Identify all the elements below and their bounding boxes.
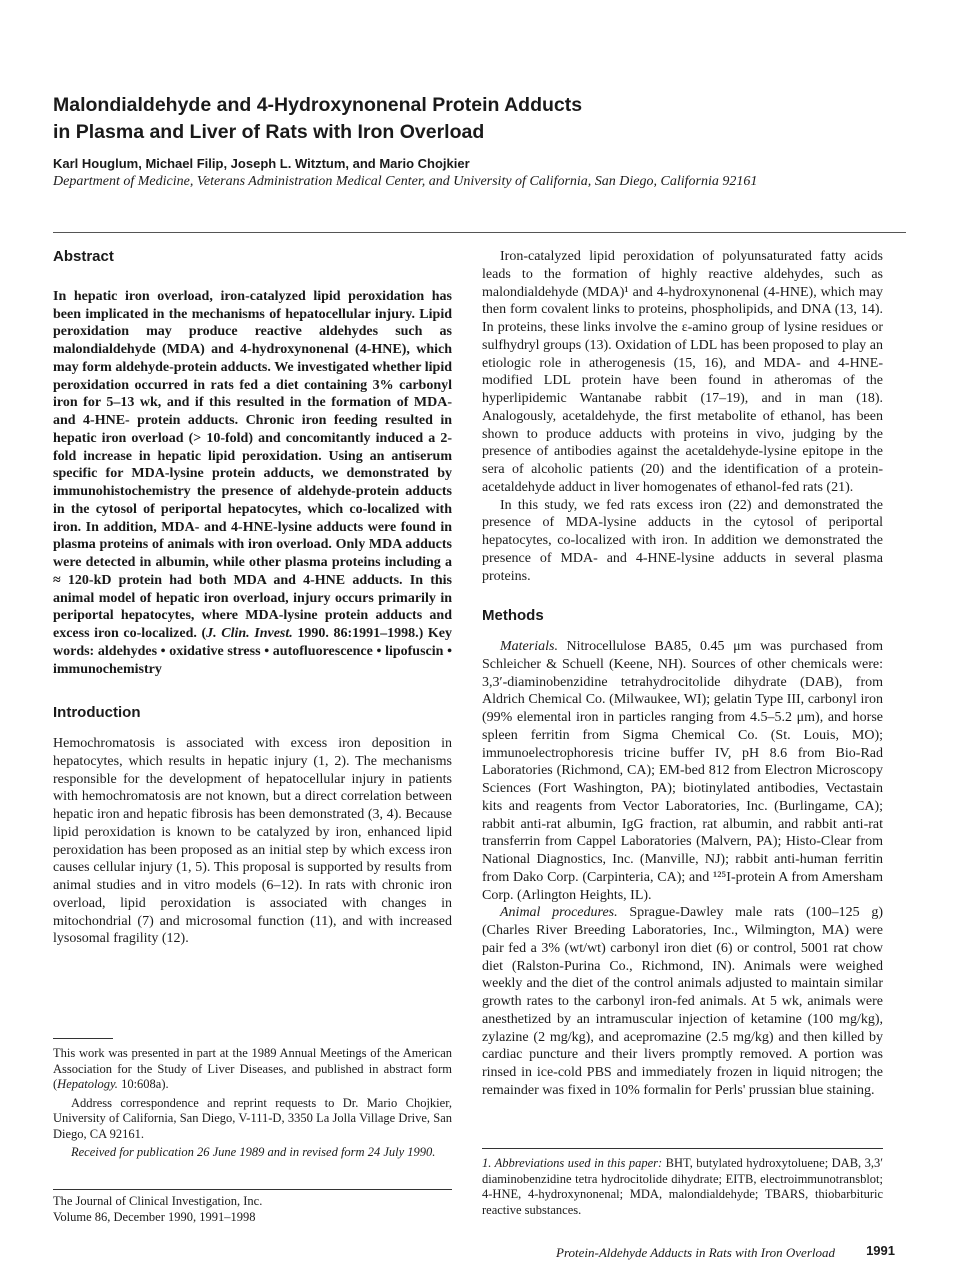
abstract-citation-rest: 1990. 86:1991–1998.) Key words: aldehydes • oxidative stress • autofluorescence • lipofuscin • immunochemistry xyxy=(53,626,453,677)
abstract-citation-journal: J. Clin. Invest. xyxy=(206,626,293,641)
journal-info xyxy=(53,1194,452,1225)
running-title: Protein-Aldehyde Adducts in Rats with Iron Overload xyxy=(556,1245,835,1260)
title-line-1: Malondialdehyde and 4-Hydroxynonenal Protein Adducts xyxy=(53,94,583,116)
left-column xyxy=(53,248,452,948)
footnote-presentation-text: This work was presented in part at the 1989 Annual Meetings of the American Association for the Study of Liver Diseases, and published in abstract form ( xyxy=(53,1046,452,1091)
affiliation: Department of Medicine, Veterans Administration Medical Center, and University of California, San Diego, California 92161 xyxy=(53,174,758,189)
intro-paragraph-2: Iron-catalyzed lipid peroxidation of polyunsaturated fatty acids leads to the formation of highly reactive aldehydes, such as malondialdehyde (MDA)¹ and 4-hydroxynonenal (4-HNE), which may then form covalent links to proteins, phospholipids, and DNA (13, 14). In proteins, these links involve the ε-amino group of lysine residues or sulfhydryl groups (13). Oxidation of LDL has been proposed to play an etiologic role in atherogenesis (15, 16), and MDA- and 4-HNE-modified LDL protein have been found in atheromas of the hyperlipidemic Wantanabe rabbit (17–19), and in man (18). Analogously, acetaldehyde, the first metabolite of ethanol, has been shown to produce adducts with proteins in vivo, judging by the presence of antibodies against the acetaldehyde-lysine epitope in the sera of alcoholic patients (20) and the identification of a protein-acetaldehyde adduct in liver homogenates of ethanol-fed rats (21). xyxy=(482,249,883,495)
abbreviations-label: 1. Abbreviations used in this paper: xyxy=(482,1156,663,1170)
abbreviations-divider xyxy=(482,1148,883,1149)
materials-text: Nitrocellulose BA85, 0.45 μm was purchased from Schleicher & Schuell (Keene, NH). Sources of other chemicals were: 3,3′-diaminobenzidine tetrahydrocitolide dihydrate (DAB), from Aldrich Chemical Co. (Milwaukee, WI); gelatin Type III, carbonyl iron (99% elemental iron in particles ranging from 4.5–5.2 μm), and horse spleen ferritin from Sigma Chemical Co. (St. Louis, MO); immunoelectrophoresis tricine buffer IV, pH 8.6 from Bio-Rad Laboratories (Richmond, CA); EM-bed 812 from Electron Microscopy Sciences (Fort Washington, PA); biotinylated antibodies, Vectastain kits and reagents from Vector Laboratories, Inc. (Burlingame, CA); rabbit anti-rat albumin, IgG fraction, rat albumin, and rabbit anti-rat transferrin from Cappel Laboratories (Malvern, PA); Histo-Clear from National Diagnostics, Inc. (Manville, NJ); rabbit anti-human ferritin from Dako Corp. (Carpinteria, CA); and ¹²⁵I-protein A from Amersham Corp. (Arlington Heights, IL). xyxy=(482,639,883,903)
materials-label: Materials. xyxy=(500,639,558,654)
footnote-presentation-rest: 10:608a). xyxy=(117,1077,169,1091)
abstract-heading: Abstract xyxy=(53,248,114,265)
footnote-presentation-journal: Hepatology. xyxy=(57,1077,118,1091)
materials-paragraph xyxy=(482,638,883,904)
abbreviations-text: BHT, butylated hydroxytoluene; DAB, 3,3′ diaminobenzidine tetra hydrocitolide dihydrate; EITB, electroimmunotransblot; 4-HNE, 4-hydroxynonenal; MDA, malondialdehyde; TBARS, thiobarbituric reactive substances. xyxy=(482,1156,883,1217)
journal-name: The Journal of Clinical Investigation, Inc. xyxy=(53,1194,263,1208)
animal-procedures-paragraph xyxy=(482,904,883,1099)
title-line-2: in Plasma and Liver of Rats with Iron Overload xyxy=(53,121,485,143)
footnotes xyxy=(53,1046,452,1164)
footnote-presentation xyxy=(53,1046,452,1093)
footnote-correspondence: Address correspondence and reprint requests to Dr. Mario Chojkier, University of California, San Diego, V-111-D, 3350 La Jolla Village Drive, San Diego, CA 92161. xyxy=(53,1095,452,1141)
right-column xyxy=(482,248,883,1100)
paper-title xyxy=(53,92,913,146)
introduction-heading: Introduction xyxy=(53,704,141,722)
journal-divider xyxy=(53,1189,452,1190)
introduction-paragraph: Hemochromatosis is associated with excess iron deposition in hepatocytes, which results in hepatic injury (1, 2). The mechanisms responsible for the development of hepatocellular injury in patients with hemochromatosis are not known, but a direct correlation between hepatic iron and hepatic fibrosis has been demonstrated (3, 4). Because lipid peroxidation is known to be catalyzed by iron, enhanced lipid peroxidation has been proposed as an initial step by which excess iron causes cellular injury (1, 5). This proposal is supported by results from animal studies and in vitro models (6–12). In rats with chronic iron overload, lipid peroxidation is associated with changes in mitochondrial (7) and microsomal function (11), and with increased lysosomal fragility (12). xyxy=(53,736,452,947)
abstract-body xyxy=(53,288,452,679)
footnote-divider xyxy=(53,1038,113,1039)
abstract-text: In hepatic iron overload, iron-catalyzed lipid peroxidation has been implicated in the mechanisms of hepatocellular injury. Lipid peroxidation may produce reactive aldehydes such as malondialdehyde (MDA) and 4-hydroxynonenal (4-HNE), which may form aldehyde-protein adducts. We investigated whether lipid peroxidation occurred in rats fed a diet containing 3% carbonyl iron for 5–13 wk, and if this resulted in the formation of MDA- and 4-HNE- protein adducts. Chronic iron feeding resulted in hepatic iron overload (> 10-fold) and concomitantly induced a 2-fold increase in hepatic lipid peroxidation. Using an antiserum specific for MDA-lysine protein adducts, we demonstrated by immunohistochemistry the presence of aldehyde-protein adducts in the cytosol of periportal hepatocytes, which co-localized with iron. In addition, MDA- and 4-HNE-lysine adducts were found in plasma proteins of animals with iron overload. Only MDA adducts were detected in albumin, while other plasma proteins including a ≈ 120-kD protein had both MDA and 4-HNE adducts. In this animal model of hepatic iron overload, injury occurs primarily in periportal hepatocytes, where MDA-lysine protein adducts and excess iron co-localized. ( xyxy=(53,288,452,641)
methods-heading: Methods xyxy=(482,607,544,625)
page-number: 1991 xyxy=(866,1243,895,1258)
header-divider xyxy=(53,232,906,233)
intro-paragraph-3: In this study, we fed rats excess iron (22) and demonstrated the presence of MDA-lysine adducts in the cytosol of periportal hepatocytes, co-localized with iron. In addition we demonstrated the presence of MDA- and 4-HNE-lysine adducts in several plasma proteins. xyxy=(482,497,883,584)
animal-procedures-label: Animal procedures. xyxy=(500,905,618,921)
abbreviations-footnote xyxy=(482,1156,883,1218)
journal-volume: Volume 86, December 1990, 1991–1998 xyxy=(53,1209,256,1224)
footnote-received: Received for publication 26 June 1989 and in revised form 24 July 1990. xyxy=(71,1145,436,1159)
author-list: Karl Houglum, Michael Filip, Joseph L. Witztum, and Mario Chojkier xyxy=(53,156,470,171)
animal-procedures-text: Sprague-Dawley male rats (100–125 g) (Charles River Breeding Laboratories, Inc., Wilmington, MA) were pair fed a 3% (wt/wt) carbonyl iron diet (6) or control, 5001 rat chow diet (Ralston-Purina Co., Richmond, IN). Animals were weighed weekly and the diet of the control animals adjusted to maintain similar growth rates to the carbonyl iron-fed animals. At 5 wk, animals were anesthetized by an intramuscular injection of ketamine (100 mg/kg), zylazine (2 mg/kg), and acepromazine (2.5 mg/kg) and then killed by cardiac puncture and their livers promptly removed. A portion was rinsed in ice-cold PBS and immediately frozen in liquid nitrogen; the remainder was fixed in 10% formalin for Perls' prussian blue staining. xyxy=(482,905,883,1098)
